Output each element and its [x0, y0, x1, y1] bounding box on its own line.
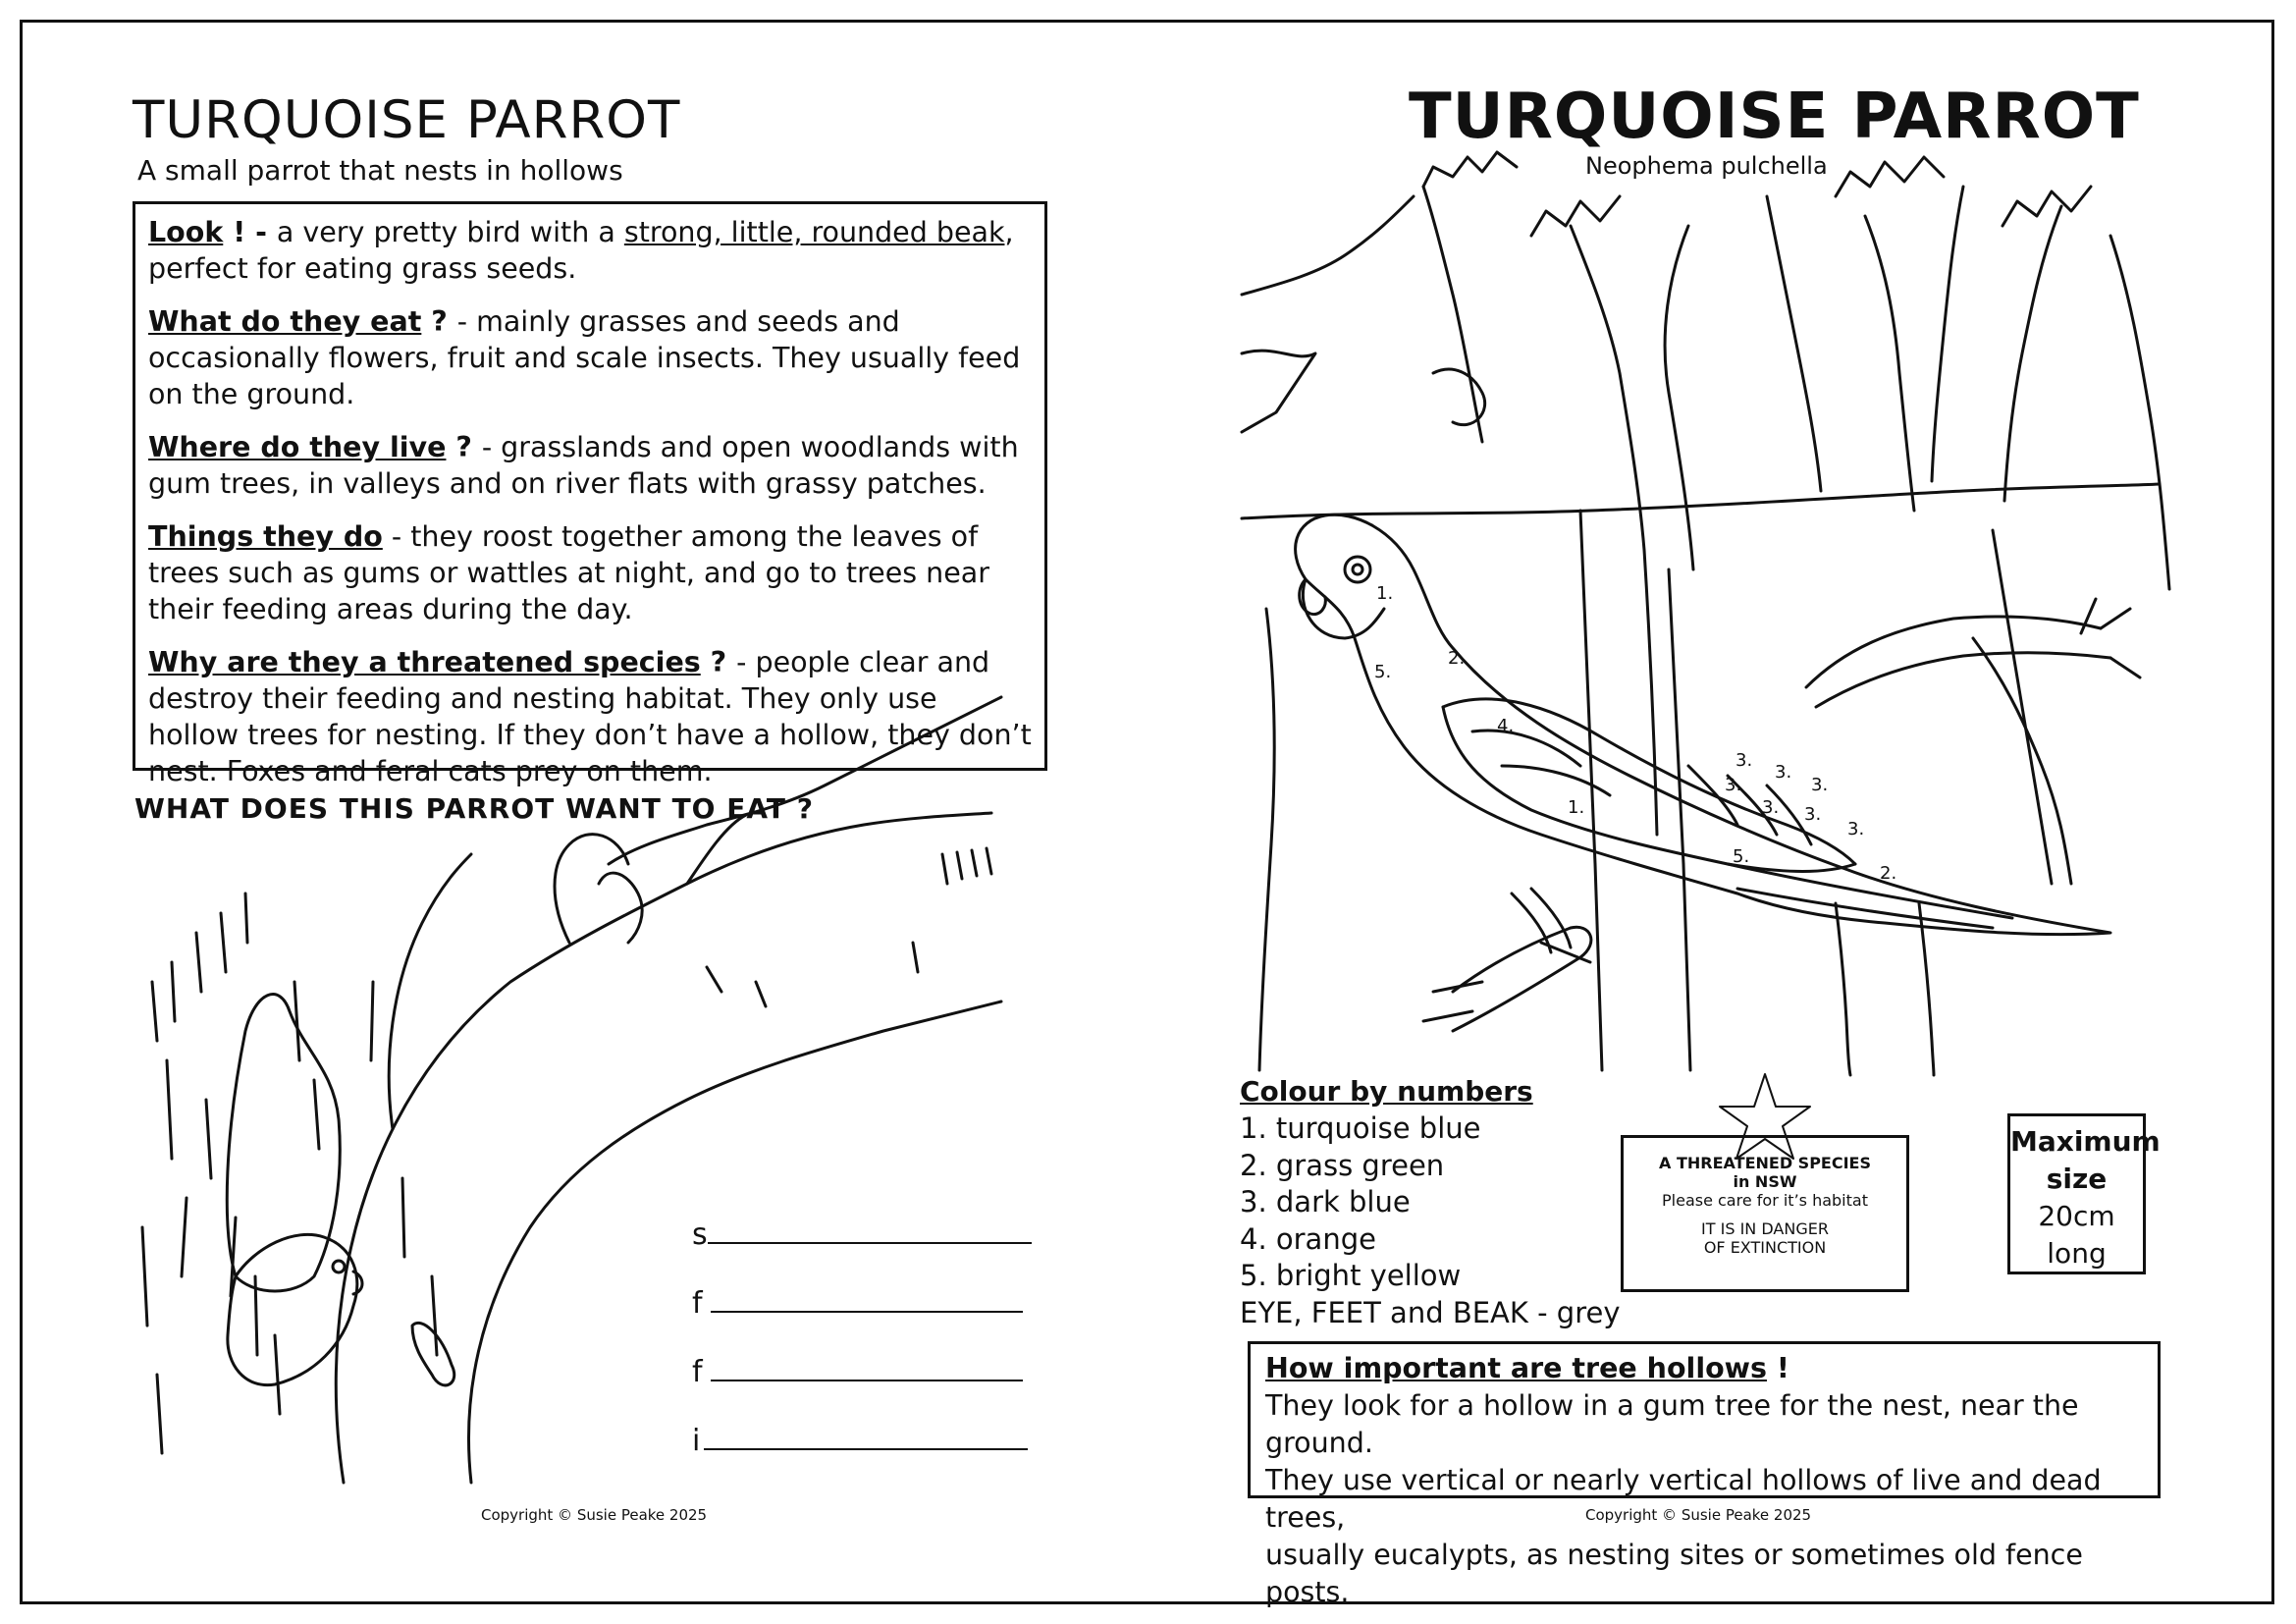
- region-label-wing-7: 3.: [1847, 819, 1865, 839]
- star-icon: [1720, 1074, 1810, 1159]
- latin-name: Neophema pulchella: [1585, 152, 1828, 180]
- max-size-line-4: long: [2047, 1237, 2107, 1270]
- fact-live-heading: Where do they live: [148, 431, 447, 463]
- answer-letter-4: i: [692, 1424, 701, 1458]
- region-label-tail: 2.: [1880, 863, 1897, 884]
- right-page-title: TURQUOISE PARROT: [1409, 81, 2140, 153]
- region-label-wing-5: 3.: [1762, 797, 1780, 818]
- hollows-mark: !: [1766, 1352, 1789, 1384]
- colour-heading: Colour by numbers: [1240, 1075, 1533, 1108]
- fact-look-underlined: strong, little, rounded beak: [623, 216, 1005, 248]
- colour-item-1: 1. turquoise blue: [1240, 1111, 1481, 1145]
- left-copyright: Copyright © Susie Peake 2025: [481, 1506, 708, 1524]
- answer-letter-3: f: [692, 1355, 703, 1389]
- region-label-wing-1: 3.: [1735, 750, 1753, 771]
- threat-line-3: Please care for it’s habitat: [1662, 1191, 1868, 1210]
- left-page-subtitle: A small parrot that nests in hollows: [137, 154, 623, 187]
- hollow-tree-drawing: [142, 697, 1001, 1483]
- hollows-line-1: They look for a hollow in a gum tree for the nest, near the ground.: [1265, 1389, 2079, 1459]
- threat-line-2: in NSW: [1733, 1172, 1797, 1191]
- threat-line-5: OF EXTINCTION: [1703, 1238, 1827, 1257]
- fact-threat-mark: ?: [700, 646, 737, 678]
- answer-letter-2: f: [692, 1286, 703, 1321]
- fact-look-text-b: , perfect for eating grass seeds.: [148, 216, 1014, 285]
- region-label-belly: 1.: [1568, 797, 1585, 818]
- fact-threat-text: - people clear and destroy their feeding and nesting habitat. They only use hollow trees for nesting. If they don’t have a hollow, they don’t nest. Foxes and feral cats prey on them.: [148, 646, 1032, 787]
- max-size-line-1: Maximum: [2010, 1125, 2161, 1158]
- parrot-scene-drawing: [1242, 152, 2169, 1075]
- fact-look-text-a: a very pretty bird with a: [276, 216, 624, 248]
- fact-eat-text: - mainly grasses and seeds and occasionally flowers, fruit and scale insects. They usually feed on the ground.: [148, 305, 1021, 410]
- fact-look-mark: ! -: [223, 216, 277, 248]
- region-label-wing-4: 3.: [1725, 775, 1742, 795]
- left-page-title: TURQUOISE PARROT: [133, 90, 681, 150]
- region-label-shoulder: 4.: [1497, 716, 1515, 736]
- threat-line-4: IT IS IN DANGER: [1701, 1219, 1829, 1238]
- region-label-chest: 5.: [1374, 662, 1392, 682]
- right-copyright: Copyright © Susie Peake 2025: [1585, 1506, 1812, 1524]
- colour-item-3: 3. dark blue: [1240, 1185, 1411, 1218]
- colour-item-2: 2. grass green: [1240, 1148, 1445, 1182]
- max-size-line-3: 20cm: [2038, 1200, 2115, 1232]
- answer-letter-1: s: [692, 1218, 708, 1252]
- fact-look-heading: Look: [148, 216, 224, 248]
- region-label-wing-6: 3.: [1804, 804, 1822, 825]
- max-size-line-2: size: [2046, 1163, 2108, 1195]
- fact-live-text: - grasslands and open woodlands with gum trees, in valleys and on river flats with grassy patches.: [148, 431, 1019, 500]
- region-label-eye: 1.: [1376, 583, 1394, 604]
- fact-do-heading: Things they do: [148, 520, 383, 553]
- fact-threat-heading: Why are they a threatened species: [148, 646, 701, 678]
- region-label-neck: 2.: [1448, 648, 1466, 669]
- colour-item-4: 4. orange: [1240, 1221, 1376, 1256]
- eat-question: WHAT DOES THIS PARROT WANT TO EAT ?: [134, 792, 814, 825]
- region-label-wing-3: 3.: [1811, 775, 1829, 795]
- region-label-wing-2: 3.: [1775, 762, 1792, 783]
- fact-live-mark: ?: [446, 431, 482, 463]
- hollows-line-2: They use vertical or nearly vertical hollows of live and dead trees,: [1265, 1464, 2102, 1534]
- hollows-heading: How important are tree hollows: [1265, 1352, 1767, 1384]
- fact-eat-mark: ?: [421, 305, 457, 338]
- colour-item-6: EYE, FEET and BEAK - grey: [1240, 1295, 1621, 1329]
- colour-item-5: 5. bright yellow: [1240, 1259, 1462, 1292]
- region-label-vent: 5.: [1733, 846, 1750, 867]
- threat-line-1: A THREATENED SPECIES: [1659, 1154, 1871, 1172]
- fact-do-text: - they roost together among the leaves of trees such as gums or wattles at night, and go to trees near their feeding areas during the day.: [148, 520, 989, 625]
- fact-eat-heading: What do they eat: [148, 305, 422, 338]
- hollows-line-3: usually eucalypts, as nesting sites or sometimes old fence posts.: [1265, 1539, 2083, 1608]
